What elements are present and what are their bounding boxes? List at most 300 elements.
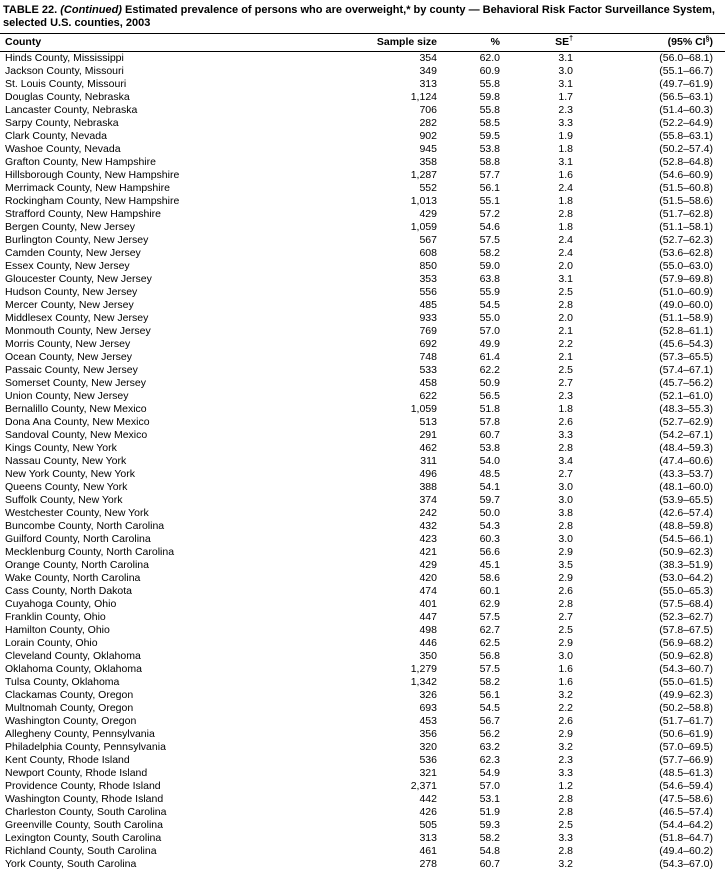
se-cell: 2.8 (558, 520, 573, 532)
se-cell: 2.7 (558, 468, 573, 480)
table-row (0, 104, 725, 117)
sample-size-cell: 552 (419, 182, 437, 194)
table-row (0, 858, 725, 870)
se-cell: 2.6 (558, 715, 573, 727)
ci-cell: (48.8–59.8) (659, 520, 713, 532)
percent-cell: 55.8 (479, 78, 500, 90)
table-row (0, 520, 725, 533)
ci-footnote-mark: § (705, 35, 710, 43)
percent-cell: 54.6 (479, 221, 500, 233)
se-cell: 3.3 (558, 832, 573, 844)
se-cell: 2.4 (558, 182, 573, 194)
table-title-text: Estimated prevalence of persons who are overweight,* by county — Behavioral Risk Factor Surveillance System, selected U.S. counties, 2003 (3, 4, 715, 29)
se-cell: 3.0 (558, 650, 573, 662)
table-row (0, 169, 725, 182)
sample-size-cell: 429 (419, 208, 437, 220)
sample-size-cell: 461 (419, 845, 437, 857)
percent-cell: 56.6 (479, 546, 500, 558)
ci-cell: (52.1–61.0) (659, 390, 713, 402)
table-body (0, 52, 725, 870)
ci-cell: (48.3–55.3) (659, 403, 713, 415)
sample-size-cell: 536 (419, 754, 437, 766)
sample-size-cell: 388 (419, 481, 437, 493)
table-row (0, 234, 725, 247)
county-cell: Middlesex County, New Jersey (5, 312, 149, 324)
prevalence-table (0, 33, 725, 870)
county-cell: Clackamas County, Oregon (5, 689, 134, 701)
county-cell: Mercer County, New Jersey (5, 299, 134, 311)
percent-cell: 58.2 (479, 832, 500, 844)
sample-size-cell: 426 (419, 806, 437, 818)
table-row (0, 546, 725, 559)
header-row (0, 34, 725, 52)
percent-cell: 57.7 (479, 169, 500, 181)
county-cell: New York County, New York (5, 468, 135, 480)
county-cell: St. Louis County, Missouri (5, 78, 127, 90)
se-cell: 2.8 (558, 845, 573, 857)
percent-cell: 60.7 (479, 429, 500, 441)
table-row (0, 52, 725, 66)
percent-cell: 54.5 (479, 702, 500, 714)
sample-size-cell: 748 (419, 351, 437, 363)
ci-cell: (51.8–64.7) (659, 832, 713, 844)
ci-cell: (55.0–65.3) (659, 585, 713, 597)
percent-cell: 51.8 (479, 403, 500, 415)
ci-cell: (56.9–68.2) (659, 637, 713, 649)
sample-size-cell: 485 (419, 299, 437, 311)
county-cell: Cuyahoga County, Ohio (5, 598, 117, 610)
sample-size-cell: 1,287 (410, 169, 437, 181)
ci-cell: (50.2–58.8) (659, 702, 713, 714)
ci-cell: (45.7–56.2) (659, 377, 713, 389)
percent-cell: 55.9 (479, 286, 500, 298)
county-cell: Lexington County, South Carolina (5, 832, 162, 844)
county-cell: Charleston County, South Carolina (5, 806, 167, 818)
sample-size-cell: 291 (419, 429, 437, 441)
county-cell: Hudson County, New Jersey (5, 286, 138, 298)
table-row (0, 624, 725, 637)
table-row (0, 559, 725, 572)
percent-cell: 54.1 (479, 481, 500, 493)
ci-cell: (42.6–57.4) (659, 507, 713, 519)
percent-cell: 53.8 (479, 143, 500, 155)
sample-size-cell: 693 (419, 702, 437, 714)
table-row (0, 312, 725, 325)
se-cell: 1.8 (558, 221, 573, 233)
table-title (0, 0, 725, 33)
table-row (0, 65, 725, 78)
se-cell: 3.2 (558, 858, 573, 870)
county-cell: Strafford County, New Hampshire (5, 208, 162, 220)
percent-cell: 54.5 (479, 299, 500, 311)
ci-cell: (57.7–66.9) (659, 754, 713, 766)
county-cell: Lorain County, Ohio (5, 637, 98, 649)
se-cell: 2.3 (558, 390, 573, 402)
ci-cell: (46.5–57.4) (659, 806, 713, 818)
percent-cell: 60.3 (479, 533, 500, 545)
ci-cell: (51.7–62.8) (659, 208, 713, 220)
table-row (0, 598, 725, 611)
ci-cell: (52.7–62.3) (659, 234, 713, 246)
county-cell: Hinds County, Mississippi (5, 52, 124, 64)
se-cell: 2.8 (558, 598, 573, 610)
sample-size-cell: 356 (419, 728, 437, 740)
table-header (0, 34, 725, 52)
percent-cell: 58.2 (479, 247, 500, 259)
sample-size-cell: 556 (419, 286, 437, 298)
sample-size-cell: 423 (419, 533, 437, 545)
ci-cell: (55.1–66.7) (659, 65, 713, 77)
sample-size-cell: 358 (419, 156, 437, 168)
percent-cell: 62.0 (479, 52, 500, 64)
percent-cell: 56.1 (479, 689, 500, 701)
se-cell: 1.8 (558, 403, 573, 415)
se-cell: 1.7 (558, 91, 573, 103)
percent-cell: 54.8 (479, 845, 500, 857)
se-cell: 1.6 (558, 676, 573, 688)
percent-cell: 58.2 (479, 676, 500, 688)
ci-cell: (45.6–54.3) (659, 338, 713, 350)
county-cell: Gloucester County, New Jersey (5, 273, 152, 285)
county-cell: Cleveland County, Oklahoma (5, 650, 141, 662)
table-row (0, 117, 725, 130)
sample-size-cell: 420 (419, 572, 437, 584)
county-cell: Washington County, Oregon (5, 715, 137, 727)
county-cell: Greenville County, South Carolina (5, 819, 163, 831)
se-cell: 2.8 (558, 299, 573, 311)
table-row (0, 403, 725, 416)
table-row (0, 325, 725, 338)
table-row (0, 754, 725, 767)
percent-cell: 54.0 (479, 455, 500, 467)
ci-cell: (38.3–51.9) (659, 559, 713, 571)
county-cell: Westchester County, New York (5, 507, 149, 519)
ci-cell: (57.9–69.8) (659, 273, 713, 285)
ci-cell: (56.5–63.1) (659, 91, 713, 103)
ci-cell: (51.1–58.9) (659, 312, 713, 324)
se-cell: 2.9 (558, 728, 573, 740)
ci-cell: (50.6–61.9) (659, 728, 713, 740)
ci-cell: (53.0–64.2) (659, 572, 713, 584)
se-cell: 2.8 (558, 208, 573, 220)
se-cell: 3.3 (558, 429, 573, 441)
table-row (0, 585, 725, 598)
county-cell: Somerset County, New Jersey (5, 377, 147, 389)
se-cell: 3.1 (558, 52, 573, 64)
ci-cell: (51.0–60.9) (659, 286, 713, 298)
ci-cell: (52.8–61.1) (659, 325, 713, 337)
table-row (0, 767, 725, 780)
ci-cell: (52.2–64.9) (659, 117, 713, 129)
ci-cell: (49.4–60.2) (659, 845, 713, 857)
county-cell: Camden County, New Jersey (5, 247, 141, 259)
ci-cell: (52.3–62.7) (659, 611, 713, 623)
ci-cell: (51.5–60.8) (659, 182, 713, 194)
percent-cell: 60.7 (479, 858, 500, 870)
se-cell: 3.4 (558, 455, 573, 467)
sample-size-cell: 353 (419, 273, 437, 285)
sample-size-cell: 2,371 (410, 780, 437, 792)
percent-cell: 63.2 (479, 741, 500, 753)
ci-cell: (55.0–61.5) (659, 676, 713, 688)
percent-cell: 59.0 (479, 260, 500, 272)
column-header-county: County (0, 34, 345, 52)
sample-size-cell: 278 (419, 858, 437, 870)
ci-cell: (50.2–57.4) (659, 143, 713, 155)
sample-size-cell: 421 (419, 546, 437, 558)
column-header-se: SE† (507, 34, 579, 52)
sample-size-cell: 446 (419, 637, 437, 649)
percent-cell: 53.8 (479, 442, 500, 454)
percent-cell: 50.9 (479, 377, 500, 389)
county-cell: Wake County, North Carolina (5, 572, 141, 584)
county-cell: Richland County, South Carolina (5, 845, 157, 857)
se-cell: 2.3 (558, 104, 573, 116)
table-row (0, 351, 725, 364)
percent-cell: 50.0 (479, 507, 500, 519)
ci-cell: (57.8–67.5) (659, 624, 713, 636)
se-cell: 1.2 (558, 780, 573, 792)
percent-cell: 57.5 (479, 611, 500, 623)
percent-cell: 60.1 (479, 585, 500, 597)
percent-cell: 63.8 (479, 273, 500, 285)
ci-cell: (57.5–68.4) (659, 598, 713, 610)
county-cell: Morris County, New Jersey (5, 338, 131, 350)
table-row (0, 273, 725, 286)
ci-cell: (57.0–69.5) (659, 741, 713, 753)
sample-size-cell: 706 (419, 104, 437, 116)
sample-size-cell: 498 (419, 624, 437, 636)
table-row (0, 845, 725, 858)
table-row (0, 650, 725, 663)
table-row (0, 299, 725, 312)
table-row (0, 689, 725, 702)
percent-cell: 55.0 (479, 312, 500, 324)
ci-cell: (48.4–59.3) (659, 442, 713, 454)
sample-size-cell: 1,279 (410, 663, 437, 675)
ci-cell: (54.5–66.1) (659, 533, 713, 545)
table-row (0, 728, 725, 741)
table-row (0, 533, 725, 546)
table-row (0, 481, 725, 494)
percent-cell: 57.8 (479, 416, 500, 428)
se-cell: 2.7 (558, 377, 573, 389)
ci-cell: (51.7–61.7) (659, 715, 713, 727)
county-cell: Hillsborough County, New Hampshire (5, 169, 180, 181)
se-cell: 2.0 (558, 260, 573, 272)
sample-size-cell: 453 (419, 715, 437, 727)
county-cell: Washoe County, Nevada (5, 143, 121, 155)
percent-cell: 59.3 (479, 819, 500, 831)
county-cell: Union County, New Jersey (5, 390, 129, 402)
county-cell: Ocean County, New Jersey (5, 351, 133, 363)
sample-size-cell: 769 (419, 325, 437, 337)
se-cell: 2.5 (558, 286, 573, 298)
se-cell: 2.5 (558, 819, 573, 831)
ci-cell: (49.7–61.9) (659, 78, 713, 90)
se-cell: 3.1 (558, 78, 573, 90)
se-cell: 2.8 (558, 793, 573, 805)
county-cell: Bergen County, New Jersey (5, 221, 135, 233)
table-row (0, 637, 725, 650)
sample-size-cell: 1,059 (410, 403, 437, 415)
sample-size-cell: 608 (419, 247, 437, 259)
county-cell: Nassau County, New York (5, 455, 127, 467)
table-row (0, 208, 725, 221)
se-cell: 2.1 (558, 325, 573, 337)
sample-size-cell: 567 (419, 234, 437, 246)
ci-cell: (49.0–60.0) (659, 299, 713, 311)
sample-size-cell: 313 (419, 832, 437, 844)
table-row (0, 260, 725, 273)
sample-size-cell: 429 (419, 559, 437, 571)
se-cell: 2.1 (558, 351, 573, 363)
county-cell: Washington County, Rhode Island (5, 793, 164, 805)
percent-cell: 57.5 (479, 663, 500, 675)
county-cell: Hamilton County, Ohio (5, 624, 110, 636)
ci-cell: (54.6–59.4) (659, 780, 713, 792)
se-cell: 2.6 (558, 416, 573, 428)
se-cell: 1.9 (558, 130, 573, 142)
sample-size-cell: 850 (419, 260, 437, 272)
percent-cell: 55.8 (479, 104, 500, 116)
table-row (0, 455, 725, 468)
sample-size-cell: 282 (419, 117, 437, 129)
county-cell: Franklin County, Ohio (5, 611, 106, 623)
sample-size-cell: 349 (419, 65, 437, 77)
table-row (0, 247, 725, 260)
se-cell: 2.9 (558, 637, 573, 649)
percent-cell: 62.3 (479, 754, 500, 766)
sample-size-cell: 505 (419, 819, 437, 831)
county-cell: Passaic County, New Jersey (5, 364, 138, 376)
sample-size-cell: 1,059 (410, 221, 437, 233)
table-row (0, 143, 725, 156)
county-cell: Clark County, Nevada (5, 130, 107, 142)
county-cell: Orange County, North Carolina (5, 559, 149, 571)
column-header-sample-size: Sample size (345, 34, 445, 52)
percent-cell: 54.9 (479, 767, 500, 779)
sample-size-cell: 462 (419, 442, 437, 454)
ci-cell: (50.9–62.8) (659, 650, 713, 662)
ci-cell: (53.9–65.5) (659, 494, 713, 506)
percent-cell: 48.5 (479, 468, 500, 480)
county-cell: Oklahoma County, Oklahoma (5, 663, 142, 675)
county-cell: Douglas County, Nebraska (5, 91, 130, 103)
sample-size-cell: 496 (419, 468, 437, 480)
ci-cell: (54.4–64.2) (659, 819, 713, 831)
ci-cell: (48.1–60.0) (659, 481, 713, 493)
table-row (0, 702, 725, 715)
ci-cell: (51.1–58.1) (659, 221, 713, 233)
ci-cell: (48.5–61.3) (659, 767, 713, 779)
sample-size-cell: 442 (419, 793, 437, 805)
se-cell: 2.6 (558, 585, 573, 597)
percent-cell: 59.5 (479, 130, 500, 142)
se-cell: 2.5 (558, 364, 573, 376)
table-row (0, 806, 725, 819)
table-row (0, 91, 725, 104)
se-cell: 2.4 (558, 247, 573, 259)
ci-cell: (57.4–67.1) (659, 364, 713, 376)
percent-cell: 57.5 (479, 234, 500, 246)
table-row (0, 793, 725, 806)
sample-size-cell: 242 (419, 507, 437, 519)
county-cell: Allegheny County, Pennsylvania (5, 728, 155, 740)
percent-cell: 62.5 (479, 637, 500, 649)
ci-cell: (50.9–62.3) (659, 546, 713, 558)
se-cell: 1.6 (558, 169, 573, 181)
se-cell: 1.8 (558, 143, 573, 155)
table-row (0, 663, 725, 676)
ci-cell: (55.8–63.1) (659, 130, 713, 142)
sample-size-cell: 321 (419, 767, 437, 779)
percent-cell: 56.2 (479, 728, 500, 740)
table-row (0, 78, 725, 91)
ci-cell: (52.8–64.8) (659, 156, 713, 168)
county-cell: Grafton County, New Hampshire (5, 156, 156, 168)
sample-size-cell: 933 (419, 312, 437, 324)
sample-size-cell: 326 (419, 689, 437, 701)
table-row (0, 338, 725, 351)
percent-cell: 45.1 (479, 559, 500, 571)
county-cell: Burlington County, New Jersey (5, 234, 149, 246)
county-cell: Kent County, Rhode Island (5, 754, 130, 766)
county-cell: Newport County, Rhode Island (5, 767, 148, 779)
sample-size-cell: 320 (419, 741, 437, 753)
county-cell: Sarpy County, Nebraska (5, 117, 119, 129)
percent-cell: 62.2 (479, 364, 500, 376)
ci-cell: (54.2–67.1) (659, 429, 713, 441)
se-cell: 3.1 (558, 156, 573, 168)
sample-size-cell: 1,342 (410, 676, 437, 688)
se-cell: 2.5 (558, 624, 573, 636)
county-cell: Kings County, New York (5, 442, 117, 454)
se-cell: 3.8 (558, 507, 573, 519)
percent-cell: 62.9 (479, 598, 500, 610)
se-cell: 3.2 (558, 689, 573, 701)
sample-size-cell: 902 (419, 130, 437, 142)
table-row (0, 494, 725, 507)
sample-size-cell: 474 (419, 585, 437, 597)
se-cell: 3.3 (558, 767, 573, 779)
se-cell: 2.2 (558, 702, 573, 714)
sample-size-cell: 692 (419, 338, 437, 350)
percent-cell: 56.1 (479, 182, 500, 194)
se-cell: 2.9 (558, 572, 573, 584)
sample-size-cell: 1,124 (410, 91, 437, 103)
sample-size-cell: 622 (419, 390, 437, 402)
ci-cell: (43.3–53.7) (659, 468, 713, 480)
percent-cell: 55.1 (479, 195, 500, 207)
county-cell: Bernalillo County, New Mexico (5, 403, 147, 415)
county-cell: Monmouth County, New Jersey (5, 325, 151, 337)
se-cell: 2.2 (558, 338, 573, 350)
se-cell: 3.0 (558, 65, 573, 77)
county-cell: Jackson County, Missouri (5, 65, 124, 77)
county-cell: Essex County, New Jersey (5, 260, 130, 272)
table-row (0, 182, 725, 195)
county-cell: Merrimack County, New Hampshire (5, 182, 170, 194)
sample-size-cell: 513 (419, 416, 437, 428)
table-row (0, 741, 725, 754)
county-cell: Cass County, North Dakota (5, 585, 133, 597)
se-cell: 2.3 (558, 754, 573, 766)
percent-cell: 58.5 (479, 117, 500, 129)
sample-size-cell: 1,013 (410, 195, 437, 207)
percent-cell: 60.9 (479, 65, 500, 77)
se-cell: 2.8 (558, 442, 573, 454)
